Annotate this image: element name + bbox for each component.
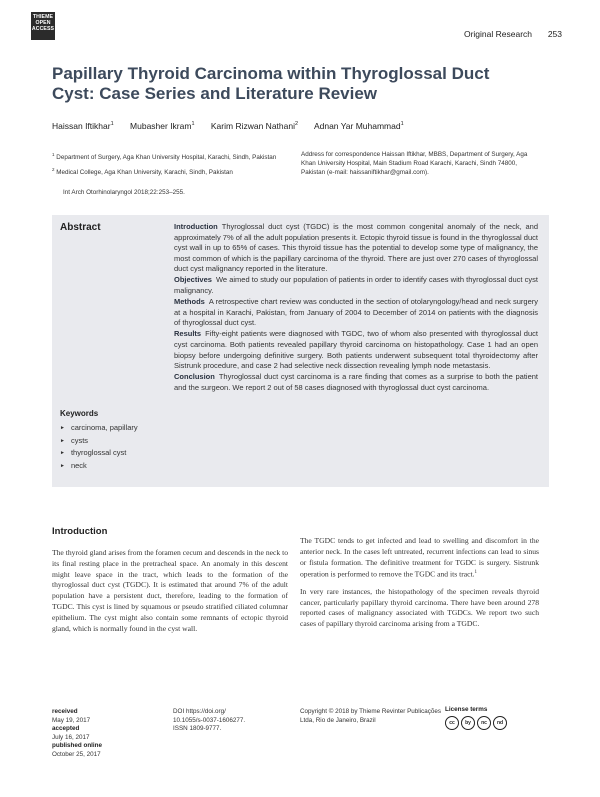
- abstract-methods: Methods A retrospective chart review was conducted in the section of otolaryngology/head and neck surgery at a hospital in Karachi, Pakistan, from January of 2004 to December of 2014 on patients with the diagnosis of thyroglossal duct cyst.: [174, 297, 538, 328]
- affiliation: $^2$ Medical College, Aga Khan University, Karachi, Sindh, Pakistan: [52, 167, 233, 177]
- cc-icon: cc: [445, 716, 459, 730]
- affiliations: [52, 150, 287, 177]
- body-paragraph: The thyroid gland arises from the foramen cecum and descends in the neck to its final resting place in the pretracheal space. An anomaly in this descent might leave space in the tract, which leads to the formation of the thyroglossal duct cyst (TGDC). It is estimated that around 7% of the adult population have a persistent duct, therefore, leading to the formation of TGDC. This cyst is lined by squamous or pseudo stratified ciliated columnar epithelium. The cyst might also contain some remnants of ectopic thyroid gland, which is normally found in the cyst wall.: [52, 548, 288, 633]
- author: Haissan Iftikhar$^1$: [52, 121, 114, 131]
- copyright-notice: Copyright © 2018 by Thieme Revinter Publicações Ltda, Rio de Janeiro, Brazil: [300, 708, 442, 724]
- introduction-right-column: [300, 536, 539, 630]
- section-label: Original Research: [463, 29, 532, 39]
- by-icon: by: [461, 716, 475, 730]
- keywords-heading: Keywords: [60, 409, 99, 418]
- body-paragraph: The TGDC tends to get infected and lead to swelling and discomfort in the anterior neck. In the cases left untreated, recurrent infections can lead to sinus or fistula formation. The definitive treatment for TGDC is surgery. Sistrunk operation is performed to remove the TGDC and its tract.$^1$: [300, 536, 539, 579]
- introduction-heading: Introduction: [52, 526, 108, 537]
- abstract-heading: Abstract: [60, 222, 101, 233]
- author-list: [52, 121, 418, 131]
- keyword-item: ► neck: [60, 460, 170, 473]
- publisher-logo: THIEME OPEN ACCESS: [31, 12, 55, 40]
- author: Mubasher Ikram$^1$: [130, 121, 195, 131]
- abstract-body: [174, 222, 538, 394]
- keywords-list: [60, 422, 170, 472]
- abstract-introduction: Introduction Thyroglossal duct cyst (TGDC) is the most common congenital anomaly of the neck, and approximately 7% of all the adult population presents it. Ectopic thyroid tissue is found in the thyroglossal duct cyst wall in up to 65% of cases. This thyroid tissue has the potential to develop some type of malignancy, the most common of which is the papillary carcinoma of the thyroid. There are just over 270 cases of thyroglossal duct cyst malignancy reported in the literature.: [174, 222, 538, 274]
- body-paragraph: In very rare instances, the histopathology of the specimen reveals thyroid cancer, particularly papillary thyroid carcinoma. There have been around 278 reported cases of malignancy associated with TGDCs. We report two such cases of papillary thyroid carcinoma arising from a TGDC.: [300, 586, 539, 629]
- introduction-left-column: [52, 548, 288, 634]
- abstract-conclusion: Conclusion Thyroglossal duct cyst carcinoma is a rare finding that comes as a surprise to both the patient and the surgeon. We report 2 out of 58 cases diagnosed with thyroglossal duct cyst carcinoma.: [174, 372, 538, 392]
- page-number: 253: [547, 29, 562, 39]
- nc-icon: nc: [477, 716, 491, 730]
- nd-icon: nd: [493, 716, 507, 730]
- author: Karim Rizwan Nathani$^2$: [210, 121, 299, 131]
- doi-issn: DOI https://doi.org/ 10.1055/s-0037-1606277. ISSN 1809-9777.: [173, 708, 246, 732]
- article-title: Papillary Thyroid Carcinoma within Thyroglossal Duct Cyst: Case Series and Literature Review: [52, 64, 490, 103]
- keyword-item: ► thyroglossal cyst: [60, 447, 170, 460]
- journal-citation: Int Arch Otorhinolaryngol 2018;22:253–255.: [63, 189, 185, 196]
- correspondence-address: Address for correspondence Haissan Iftikhar, MBBS, Department of Surgery, Aga Khan University Hospital, Main Stadium Road Karachi, Karachi, Sindh 74800, Pakistan (e-mail: haissaniftikhar@gmail.com).: [301, 151, 528, 176]
- author: Adnan Yar Muhammad$^1$: [313, 121, 404, 131]
- article-dates: received May 19, 2017 accepted July 16, 2017 published online October 25, 2017: [52, 708, 103, 758]
- keyword-item: ► carcinoma, papillary: [60, 422, 170, 435]
- abstract-objectives: Objectives We aimed to study our population of patients in order to identify cases with thyroglossal duct cyst malignancy.: [174, 275, 538, 296]
- abstract-results: Results Fifty-eight patients were diagnosed with TGDC, two of whom also presented with thyroglossal duct cyst carcinoma. Both patients revealed papillary thyroid carcinoma on histopathology. Case 1 had an open biopsy before undergoing definitive surgery. Both patients underwent subsequent total thyroidectomy after Sistrunk procedure, and case 2 had selective neck dissection revealing lymph node metastasis.: [174, 329, 538, 371]
- affiliation: $^1$ Department of Surgery, Aga Khan University Hospital, Karachi, Sindh, Pakistan: [52, 152, 277, 162]
- license-terms-label[interactable]: License terms: [445, 706, 488, 713]
- license-icons: [445, 716, 507, 730]
- keyword-item: ► cysts: [60, 435, 170, 448]
